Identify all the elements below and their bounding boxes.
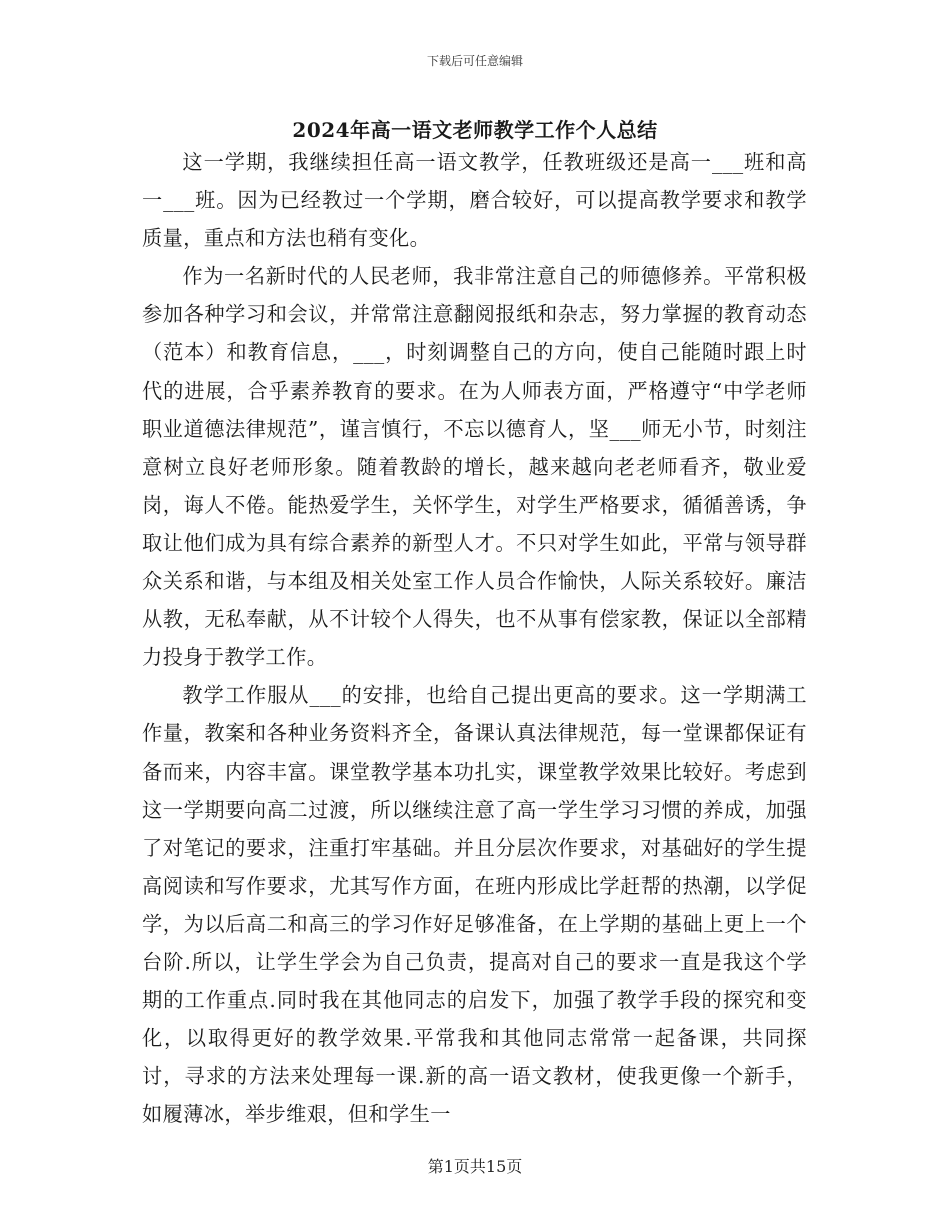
paragraph-1: 这一学期，我继续担任高一语文教学，任教班级还是高一___班和高一___班。因为已经教过一个学期，磨合较好，可以提高教学要求和教学质量，重点和方法也稍有变化。 [142,150,807,251]
paragraph-3: 教学工作服从___的安排，也给自己提出更高的要求。这一学期满工作量，教案和各种业务资料齐全，备课认真法律规范，每一堂课都保证有备而来，内容丰富。课堂教学基本功扎实，课堂教学效果比较好。考虑到这一学期要向高二过渡，所以继续注意了高一学生学习习惯的养成，加强了对笔记的要求，注重打牢基础。并且分层次作要求，对基础好的学生提高阅读和写作要求，尤其写作方面，在班内形成比学赶帮的热潮，以学促学，为以后高二和高三的学习作好足够准备，在上学期的基础上更上一个台阶.所以，让学生学会为自己负责，提高对自己的要求一直是我这个学期的工作重点.同时我在其他同志的启发下，加强了教学手段的探究和变化，以取得更好的教学效果.平常我和其他同志常常一起备课，共同探讨，寻求的方法来处理每一课.新的高一语文教材，使我更像一个新手，如履薄冰，举步维艰，但和学生一 [142,683,807,1127]
document-body [142,143,807,1133]
document-title: 2024年高一语文老师教学工作个人总结 [292,118,658,142]
paragraph-2: 作为一名新时代的人民老师，我非常注意自己的师德修养。平常积极参加各种学习和会议，并常常注意翻阅报纸和杂志，努力掌握的教育动态（范本）和教育信息，___，时刻调整自己的方向，使自己能随时跟上时代的进展，合乎素养教育的要求。在为人师表方面，严格遵守“中学老师职业道德法律规范”，谨言慎行，不忘以德育人，坚___师无小节，时刻注意树立良好老师形象。随着教龄的增长，越来越向老老师看齐，敬业爱岗，诲人不倦。能热爱学生，关怀学生，对学生严格要求，循循善诱，争取让他们成为具有综合素养的新型人才。不只对学生如此，平常与领导群众关系和谐，与本组及相关处室工作人员合作愉快，人际关系较好。廉洁从教，无私奉献，从不计较个人得失，也不从事有偿家教，保证以全部精力投身于教学工作。 [142,264,807,670]
header-note: 下载后可任意编辑 [426,54,523,68]
page-number: 第1页共15页 [427,1157,523,1176]
